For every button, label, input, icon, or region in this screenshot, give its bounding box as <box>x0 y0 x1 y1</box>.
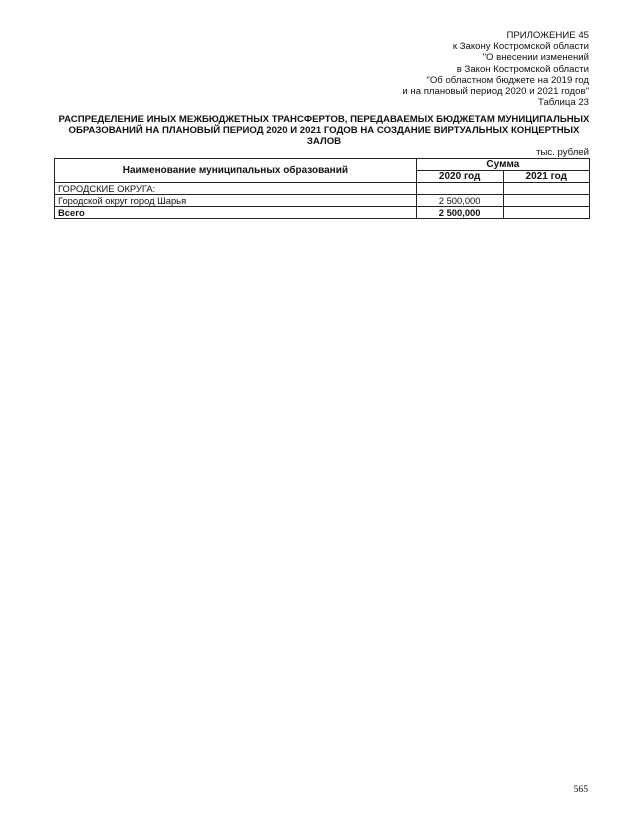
appendix-line: "О внесении изменений <box>482 52 589 64</box>
table-header-row <box>55 159 590 171</box>
row-2020-value: 2 500,000 <box>416 195 503 207</box>
appendix-line: в Закон Костромской области <box>456 63 589 75</box>
appendix-line: "Об областном бюджете на 2019 год <box>426 74 589 86</box>
appendix-header <box>402 30 589 108</box>
total-label: Всего <box>55 207 417 219</box>
title-line: ОБРАЗОВАНИЙ НА ПЛАНОВЫЙ ПЕРИОД 2020 И 2021 ГОДОВ НА СОЗДАНИЕ ВИРТУАЛЬНЫХ КОНЦЕРТНЫХ <box>68 125 580 137</box>
table-total-row <box>55 207 590 219</box>
title-line: РАСПРЕДЕЛЕНИЕ ИНЫХ МЕЖБЮДЖЕТНЫХ ТРАНСФЕРТОВ, ПЕРЕДАВАЕМЫХ БЮДЖЕТАМ МУНИЦИПАЛЬНЫХ <box>58 114 590 125</box>
appendix-line: ПРИЛОЖЕНИЕ 45 <box>506 30 589 41</box>
page-number: 565 <box>573 784 588 795</box>
row-2020-value <box>416 183 503 195</box>
row-2021-value <box>503 183 590 195</box>
table-row <box>55 183 590 195</box>
header-municipality: Наименование муниципальных образований <box>55 159 417 183</box>
appendix-line: к Закону Костромской области <box>452 41 589 53</box>
appendix-line: и на плановый период 2020 и 2021 годов" <box>402 86 589 98</box>
total-2021-value <box>503 207 590 219</box>
row-2021-value <box>503 195 590 207</box>
header-sum: Сумма <box>416 159 589 171</box>
total-2020-value: 2 500,000 <box>416 207 503 219</box>
title-line: ЗАЛОВ <box>306 136 342 148</box>
row-name: Городской округ город Шарья <box>55 195 417 207</box>
transfers-table <box>54 158 590 219</box>
header-2021: 2021 год <box>503 171 590 183</box>
units-label: тыс. рублей <box>536 147 589 158</box>
document-title <box>55 114 593 148</box>
table-row <box>55 195 590 207</box>
row-name: ГОРОДСКИЕ ОКРУГА: <box>55 183 417 195</box>
table-number: Таблица 23 <box>538 97 589 109</box>
header-2020: 2020 год <box>416 171 503 183</box>
